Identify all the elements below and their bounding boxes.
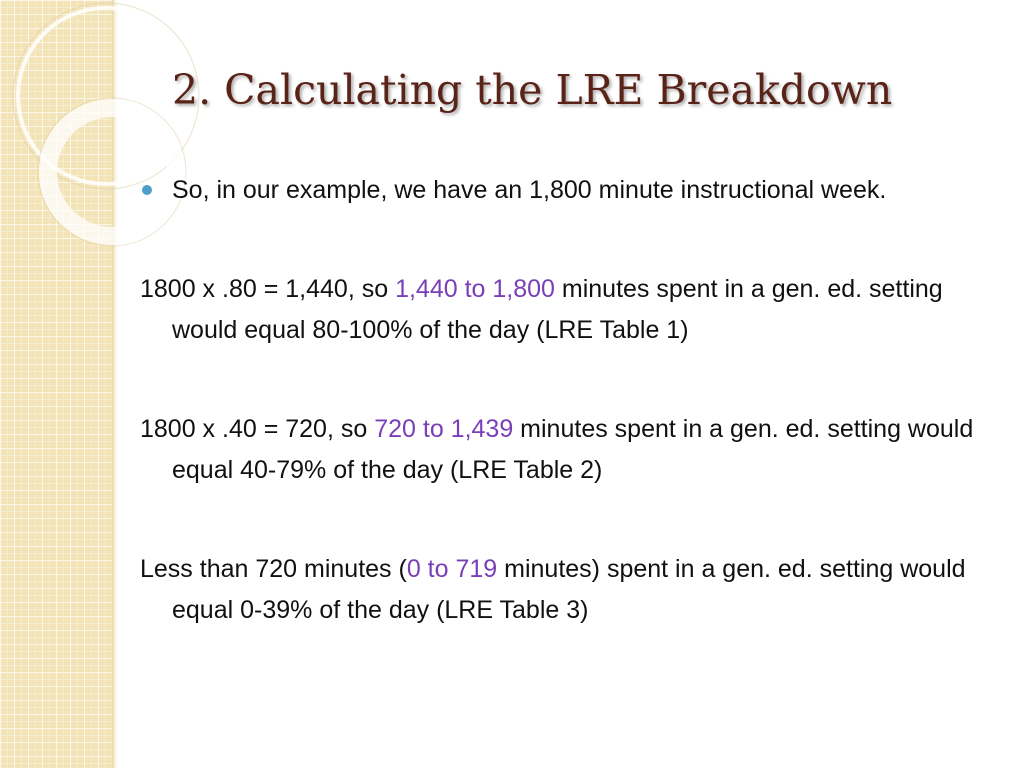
paragraph-text: minutes spent in a gen. ed. setting would equal 40-79% of the day (LRE Table 2) [172,415,974,484]
paragraph-text: minutes) spent in a gen. ed. setting would equal 0-39% of the day (LRE Table 3) [172,555,966,624]
paragraph-lre-table-2 [140,409,1000,491]
slide-body [140,170,1000,689]
bullet-text: So, in our example, we have an 1,800 minute instructional week. [172,176,887,204]
highlighted-range: 0 to 719 [406,555,498,583]
paragraph-lre-table-3 [140,549,1000,631]
page-title: 2. Calculating the LRE Breakdown [172,66,893,114]
bullet-dot-icon [142,185,152,195]
highlighted-range: 1,440 to 1,800 [395,275,555,303]
paragraph-text: minutes spent in a gen. ed. setting would equal 80-100% of the day (LRE Table 1) [172,275,943,344]
paragraph-text: 1800 x .40 = 720, so [140,415,375,443]
paragraph-text: Less than 720 minutes ( [140,555,407,583]
paragraph-text: 1800 x .80 = 1,440, so [140,275,396,303]
paragraph-lre-table-1 [140,269,1000,351]
highlighted-range: 720 to 1,439 [374,415,514,443]
bullet-item [140,170,1000,211]
